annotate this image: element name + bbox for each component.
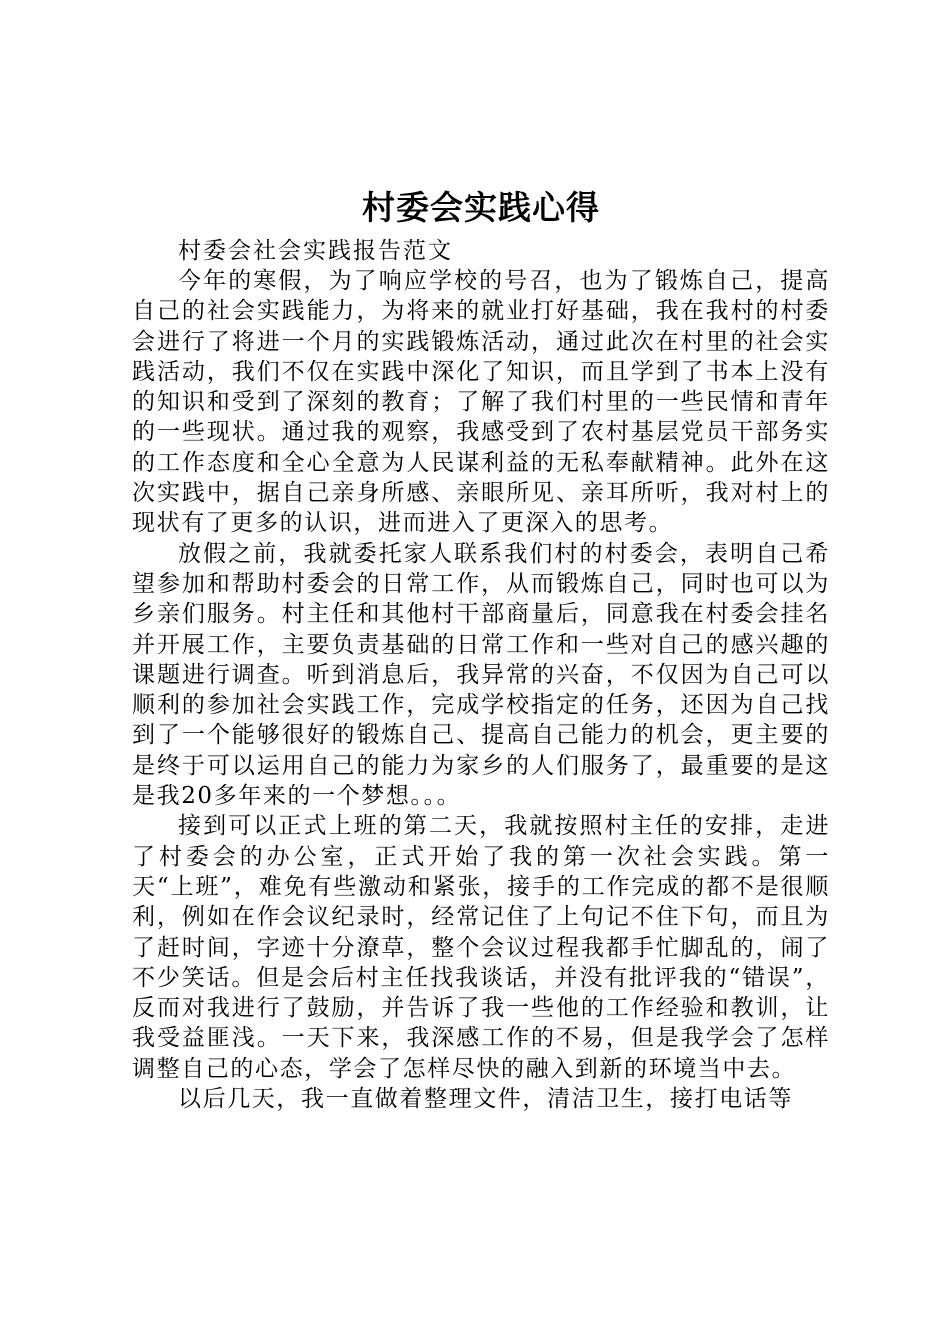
paragraph-4: 以后几天，我一直做着整理文件，清洁卫生，接打电话等 (178, 1086, 793, 1113)
document-title: 村委会实践心得 (362, 188, 600, 227)
paragraph-1: 今年的寒假，为了响应学校的号召，也为了锻炼自己，提高自己的社会实践能力，为将来的就业打好基础，我在我村的村委会进行了将进一个月的实践锻炼活动，通过此次在村里的社会实践活动，我们不仅在实践中深化了知识，而且学到了书本上没有的知识和受到了深刻的教育；了解了我们村里的一些民情和青年的一些现状。通过我的观察，我感受到了农村基层党员干部务实的工作态度和全心全意为人民谋利益的无私奉献精神。此外在这次实践中，据自己亲身所感、亲眼所见、亲耳所听，我对村上的现状有了更多的认识，进而进入了更深入的思考。 (132, 268, 830, 537)
document-page (132, 186, 830, 1114)
paragraph-3: 接到可以正式上班的第二天，我就按照村主任的安排，走进了村委会的办公室，正式开始了我的第一次社会实践。第一天“上班”，难免有些激动和紧张，接手的工作完成的都不是很顺利，例如在作会议纪录时，经常记住了上句记不住下句，而且为了赶时间，字迹十分潦草，整个会议过程我都手忙脚乱的，闹了不少笑话。但是会后村主任找我谈话，并没有批评我的“错误”，反而对我进行了鼓励，并告诉了我一些他的工作经验和教训，让我受益匪浅。一天下来，我深感工作的不易，但是我学会了怎样调整自己的心态，学会了怎样尽快的融入到新的环境当中去。 (132, 813, 830, 1082)
document-subtitle: 村委会社会实践报告范文 (178, 238, 453, 264)
paragraph-2: 放假之前，我就委托家人联系我们村的村委会，表明自己希望参加和帮助村委会的日常工作，从而锻炼自己，同时也可以为乡亲们服务。村主任和其他村干部商量后，同意我在村委会挂名并开展工作，主要负责基础的日常工作和一些对自己的感兴趣的课题进行调查。听到消息后，我异常的兴奋，不仅因为自己可以顺利的参加社会实践工作，完成学校指定的任务，还因为自己找到了一个能够很好的锻炼自己、提高自己能力的机会，更主要的是终于可以运用自己的能力为家乡的人们服务了，最重要的是这是我20多年来的一个梦想。。。 (132, 540, 830, 810)
